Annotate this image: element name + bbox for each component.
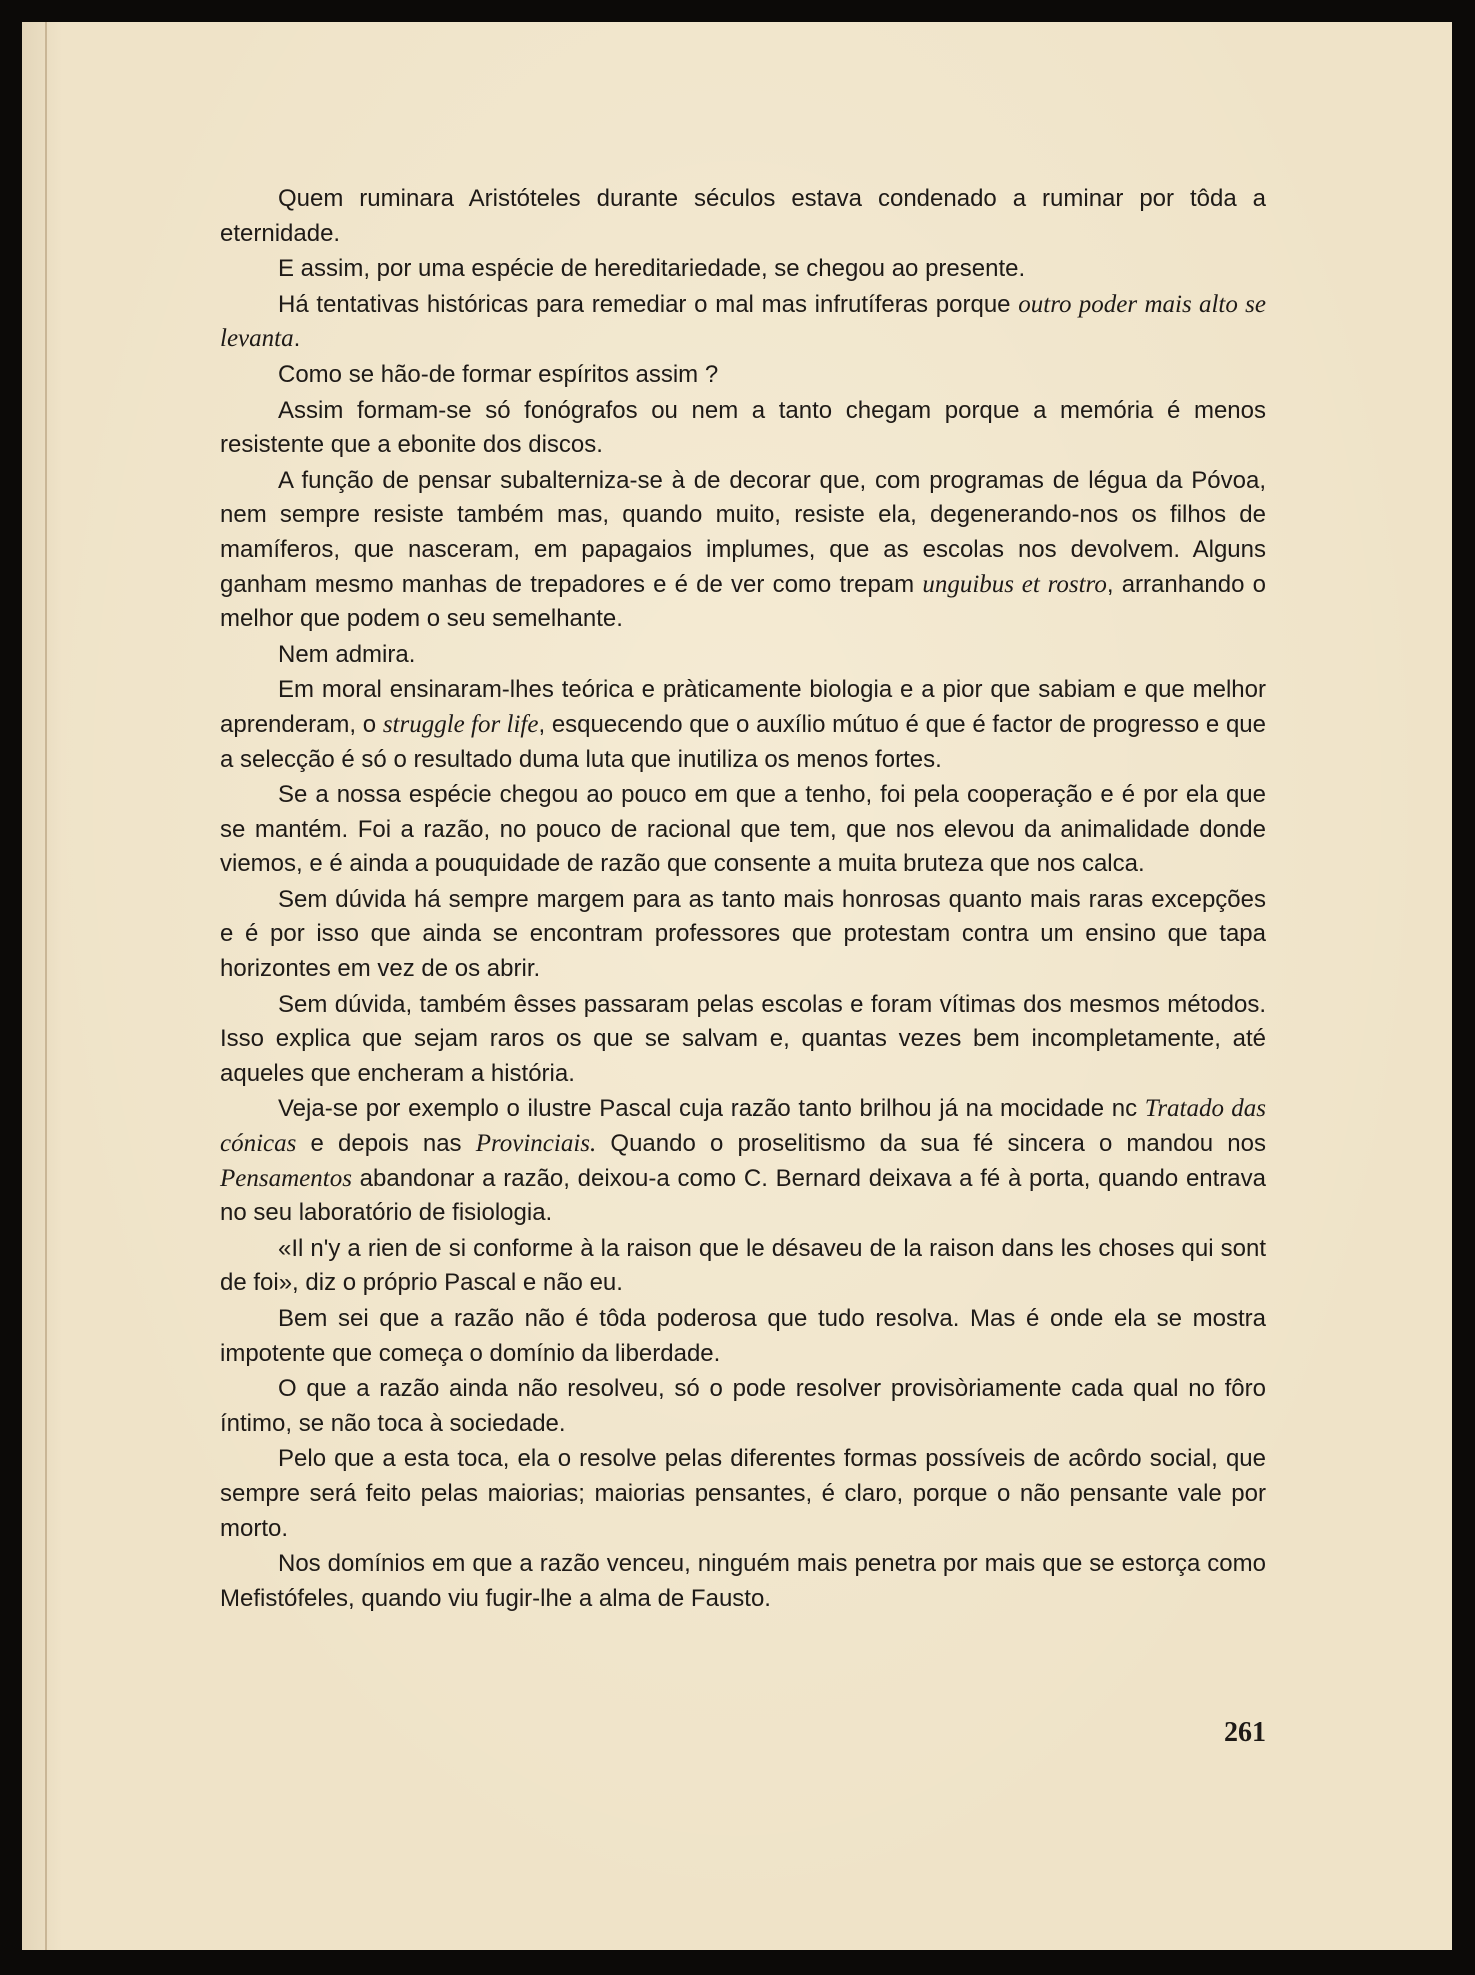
italic-phrase: unguibus et rostro xyxy=(922,570,1107,598)
body-text xyxy=(220,182,1266,1617)
paragraph-12: Veja-se por exemplo o ilustre Pascal cuja razão tanto brilhou já na mocidade nc Tratado das cónicas e depois nas Provinciais. Quando o proselitismo da sua fé sincera o mandou nos Pensamentos abandonar a razão, deixou-a como C. Bernard deixava a fé à porta, quando entrava no seu laboratório de fisiologia. xyxy=(220,1095,1266,1227)
paragraph-9: Se a nossa espécie chegou ao pouco em que a tenho, foi pela cooperação e é por ela que se mantém. Foi a razão, no pouco de racional que tem, que nos elevou da animalidade donde viemos, e é ainda a pouquidade de razão que consente a muita bruteza que nos calca. xyxy=(220,781,1266,878)
paragraph-16: Pelo que a esta toca, ela o resolve pelas diferentes formas possíveis de acôrdo social, que sempre será feito pelas maiorias; maiorias pensantes, é claro, porque o não pensante vale por morto. xyxy=(220,1445,1266,1542)
page-gutter-line xyxy=(45,22,47,1950)
paragraph-17: Nos domínios em que a razão venceu, ninguém mais penetra por mais que se estorça como Mefistófeles, quando viu fugir-lhe a alma de Fausto. xyxy=(220,1550,1266,1612)
paragraph-6: A função de pensar subalterniza-se à de decorar que, com programas de légua da Póvoa, nem sempre resiste também mas, quando muito, resiste ela, degenerando-nos os filhos de mamíferos, que nasceram, em papagaios implumes, que as escolas nos devolvem. Alguns ganham mesmo manhas de trepadores e é de ver como trepam unguibus et rostro, arranhando o melhor que podem o seu semelhante. xyxy=(220,466,1267,633)
paragraph-3: Há tentativas históricas para remediar o mal mas infrutíferas porque outro poder mais alto se levanta. xyxy=(220,290,1267,353)
paragraph-7: Nem admira. xyxy=(278,640,416,668)
italic-phrase: Pensamentos xyxy=(220,1164,352,1192)
italic-phrase: struggle for life xyxy=(382,710,539,738)
paragraph-1: Quem ruminara Aristóteles durante séculos estava condenado a ruminar por tôda a eternidade. xyxy=(220,185,1266,247)
paragraph-10: Sem dúvida há sempre margem para as tanto mais honrosas quanto mais raras excepções e é por isso que ainda se encontram professores que protestam contra um ensino que tapa horizontes em vez de os abrir. xyxy=(220,885,1266,983)
paragraph-2: E assim, por uma espécie de hereditariedade, se chegou ao presente. xyxy=(278,255,1026,283)
italic-phrase: outro poder mais alto se levanta xyxy=(220,290,1267,353)
italic-phrase: Tratado das cónicas xyxy=(220,1095,1266,1158)
paragraph-15: O que a razão ainda não resolveu, só o pode resolver provisòriamente cada qual no fôro íntimo, se não toca à sociedade. xyxy=(220,1375,1266,1437)
paragraph-4: Como se hão-de formar espíritos assim ? xyxy=(278,360,719,388)
paragraph-11: Sem dúvida, também êsses passaram pelas escolas e foram vítimas dos mesmos métodos. Isso explica que sejam raros os que se salvam e, quantas vezes bem incompletamente, até aqueles que encheram a história. xyxy=(220,990,1266,1087)
page-number: 261 xyxy=(1224,1717,1266,1748)
paragraph-5: Assim formam-se só fonógrafos ou nem a tanto chegam porque a memória é menos resistente que a ebonite dos discos. xyxy=(220,396,1266,459)
paragraph-14: Bem sei que a razão não é tôda poderosa que tudo resolva. Mas é onde ela se mostra impotente que começa o domínio da liberdade. xyxy=(220,1305,1266,1367)
italic-phrase: Provinciais. xyxy=(475,1130,597,1158)
paragraph-13: «Il n'y a rien de si conforme à la raison que le désaveu de la raison dans les choses qui sont de foi», diz o próprio Pascal e não eu. xyxy=(220,1234,1266,1297)
paragraph-8: Em moral ensinaram-lhes teórica e pràticamente biologia e a pior que sabiam e que melhor aprenderam, o struggle for life, esquecendo que o auxílio mútuo é que é factor de progresso e que a selecção é só o resultado duma luta que inutiliza os menos fortes. xyxy=(220,676,1267,773)
